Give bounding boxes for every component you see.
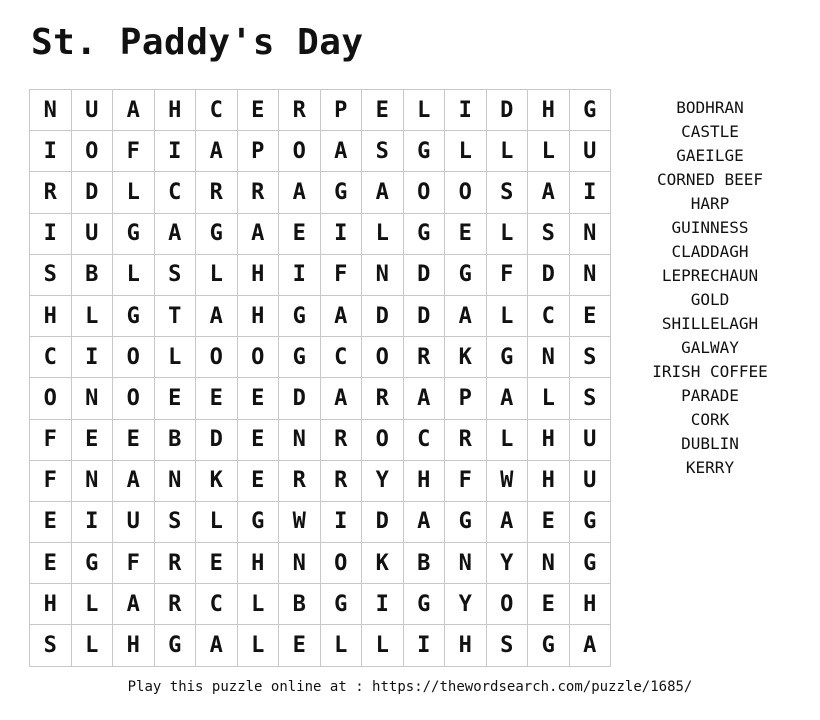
grid-cell[interactable]: E [362, 90, 404, 131]
grid-cell[interactable]: O [72, 131, 114, 172]
grid-cell[interactable]: D [279, 378, 321, 419]
grid-cell[interactable]: C [404, 420, 446, 461]
word-list-item: GUINNESS [671, 218, 749, 237]
grid-cell[interactable]: P [445, 378, 487, 419]
grid-cell[interactable]: H [528, 420, 570, 461]
grid-cell[interactable]: L [404, 90, 446, 131]
grid-cell[interactable]: A [404, 378, 446, 419]
grid-cell[interactable]: A [113, 584, 155, 625]
grid-cell[interactable]: S [528, 214, 570, 255]
grid-cell[interactable]: N [570, 255, 612, 296]
grid-cell[interactable]: S [155, 255, 197, 296]
grid-cell[interactable]: E [113, 420, 155, 461]
grid-cell[interactable]: R [321, 420, 363, 461]
grid-cell[interactable]: C [196, 90, 238, 131]
grid-cell[interactable]: D [196, 420, 238, 461]
grid-cell[interactable]: G [570, 543, 612, 584]
grid-cell[interactable]: H [445, 625, 487, 666]
grid-cell[interactable]: A [196, 296, 238, 337]
grid-cell[interactable]: F [113, 131, 155, 172]
grid-cell[interactable]: H [238, 296, 280, 337]
grid-cell[interactable]: H [30, 584, 72, 625]
grid-cell[interactable]: G [113, 214, 155, 255]
grid-cell[interactable]: B [404, 543, 446, 584]
grid-cell[interactable]: I [279, 255, 321, 296]
grid-cell[interactable]: L [362, 214, 404, 255]
grid-cell[interactable]: K [362, 543, 404, 584]
grid-cell[interactable]: R [445, 420, 487, 461]
grid-cell[interactable]: N [279, 543, 321, 584]
grid-cell[interactable]: P [238, 131, 280, 172]
grid-cell[interactable]: S [362, 131, 404, 172]
grid-cell[interactable]: B [155, 420, 197, 461]
grid-cell[interactable]: N [445, 543, 487, 584]
grid-cell[interactable]: E [238, 420, 280, 461]
grid-cell[interactable]: L [113, 255, 155, 296]
grid-cell[interactable]: N [155, 461, 197, 502]
grid-cell[interactable]: G [155, 625, 197, 666]
grid-cell[interactable]: A [113, 461, 155, 502]
grid-cell[interactable]: O [362, 337, 404, 378]
grid-cell[interactable]: E [528, 502, 570, 543]
grid-cell[interactable]: E [155, 378, 197, 419]
grid-cell[interactable]: I [445, 90, 487, 131]
grid-cell[interactable]: L [362, 625, 404, 666]
grid-cell[interactable]: G [487, 337, 529, 378]
grid-cell[interactable]: I [30, 131, 72, 172]
grid-cell[interactable]: O [238, 337, 280, 378]
grid-cell[interactable]: L [487, 214, 529, 255]
grid-cell[interactable]: B [279, 584, 321, 625]
word-list-item: LEPRECHAUN [661, 266, 759, 285]
grid-cell[interactable]: L [72, 296, 114, 337]
grid-cell[interactable]: O [404, 172, 446, 213]
grid-cell[interactable]: R [404, 337, 446, 378]
grid-cell[interactable]: H [113, 625, 155, 666]
grid-cell[interactable]: U [72, 90, 114, 131]
word-list-item: CORK [690, 410, 730, 429]
word-list-item: GOLD [690, 290, 730, 309]
grid-cell[interactable]: O [362, 420, 404, 461]
grid-cell[interactable]: A [404, 502, 446, 543]
grid-cell[interactable]: A [321, 378, 363, 419]
footer-link-text: Play this puzzle online at : https://thewordsearch.com/puzzle/1685/ [127, 679, 693, 695]
grid-cell[interactable]: F [30, 461, 72, 502]
grid-cell[interactable]: I [321, 214, 363, 255]
grid-cell[interactable]: L [445, 131, 487, 172]
grid-cell[interactable]: G [196, 214, 238, 255]
grid-cell[interactable]: E [279, 214, 321, 255]
grid-cell[interactable]: E [528, 584, 570, 625]
grid-cell[interactable]: W [487, 461, 529, 502]
grid-cell[interactable]: L [238, 584, 280, 625]
grid-cell[interactable]: F [113, 543, 155, 584]
grid-cell[interactable]: O [113, 337, 155, 378]
grid-cell[interactable]: L [72, 625, 114, 666]
grid-cell[interactable]: A [445, 296, 487, 337]
grid-cell[interactable]: G [445, 255, 487, 296]
grid-cell[interactable]: N [30, 90, 72, 131]
word-list-item: GAEILGE [676, 146, 744, 165]
grid-cell[interactable]: G [570, 90, 612, 131]
grid-cell[interactable]: G [528, 625, 570, 666]
grid-cell[interactable]: I [362, 584, 404, 625]
grid-cell[interactable]: R [279, 461, 321, 502]
grid-cell[interactable]: R [196, 172, 238, 213]
grid-cell[interactable]: C [196, 584, 238, 625]
grid-cell[interactable]: G [72, 543, 114, 584]
grid-cell[interactable]: D [362, 502, 404, 543]
grid-cell[interactable]: H [570, 584, 612, 625]
grid-cell[interactable]: E [30, 502, 72, 543]
grid-cell[interactable]: N [279, 420, 321, 461]
grid-cell[interactable]: C [155, 172, 197, 213]
grid-cell[interactable]: H [155, 90, 197, 131]
grid-cell[interactable]: S [487, 625, 529, 666]
grid-cell[interactable]: U [570, 131, 612, 172]
grid-cell[interactable]: N [528, 337, 570, 378]
grid-cell[interactable]: R [238, 172, 280, 213]
word-list-item: CORNED BEEF [657, 170, 763, 189]
grid-cell[interactable]: E [196, 378, 238, 419]
grid-cell[interactable]: G [404, 131, 446, 172]
grid-cell[interactable]: F [487, 255, 529, 296]
grid-cell[interactable]: O [321, 543, 363, 584]
word-list-item: PARADE [681, 386, 739, 405]
grid-cell[interactable]: D [362, 296, 404, 337]
grid-cell[interactable]: Y [487, 543, 529, 584]
grid-cell[interactable]: A [570, 625, 612, 666]
grid-cell[interactable]: C [30, 337, 72, 378]
grid-cell[interactable]: G [279, 296, 321, 337]
grid-cell[interactable]: L [196, 255, 238, 296]
grid-cell[interactable]: E [72, 420, 114, 461]
grid-cell[interactable]: U [72, 214, 114, 255]
word-list-item: CLADDAGH [671, 242, 749, 261]
grid-cell[interactable]: A [196, 625, 238, 666]
grid-cell[interactable]: G [321, 172, 363, 213]
grid-cell[interactable]: A [279, 172, 321, 213]
grid-cell[interactable]: D [72, 172, 114, 213]
grid-cell[interactable]: N [72, 378, 114, 419]
grid-cell[interactable]: I [72, 337, 114, 378]
grid-cell[interactable]: N [570, 214, 612, 255]
grid-cell[interactable]: R [321, 461, 363, 502]
grid-cell[interactable]: I [321, 502, 363, 543]
grid-cell[interactable]: H [528, 90, 570, 131]
grid-cell[interactable]: R [30, 172, 72, 213]
grid-cell[interactable]: I [30, 214, 72, 255]
word-list-item: DUBLIN [681, 434, 739, 453]
grid-cell[interactable]: U [113, 502, 155, 543]
grid-cell[interactable]: C [321, 337, 363, 378]
grid-cell[interactable]: L [528, 378, 570, 419]
grid-cell[interactable]: O [196, 337, 238, 378]
grid-cell[interactable]: G [404, 214, 446, 255]
grid-cell[interactable]: G [113, 296, 155, 337]
grid-cell[interactable]: E [279, 625, 321, 666]
grid-cell[interactable]: F [445, 461, 487, 502]
grid-cell[interactable]: E [30, 543, 72, 584]
grid-cell[interactable]: H [238, 543, 280, 584]
grid-cell[interactable]: E [196, 543, 238, 584]
grid-cell[interactable]: A [321, 131, 363, 172]
grid-cell[interactable]: S [30, 255, 72, 296]
grid-cell[interactable]: F [321, 255, 363, 296]
grid-cell[interactable]: I [155, 131, 197, 172]
grid-cell[interactable]: S [570, 337, 612, 378]
grid-cell[interactable]: A [238, 214, 280, 255]
grid-cell[interactable]: B [72, 255, 114, 296]
grid-cell[interactable]: U [570, 461, 612, 502]
grid-cell[interactable]: Y [445, 584, 487, 625]
grid-cell[interactable]: L [528, 131, 570, 172]
word-list-item: SHILLELAGH [661, 314, 759, 333]
grid-cell[interactable]: G [238, 502, 280, 543]
grid-cell[interactable]: A [362, 172, 404, 213]
grid-cell[interactable]: R [155, 584, 197, 625]
grid-cell[interactable]: L [72, 584, 114, 625]
grid-cell[interactable]: T [155, 296, 197, 337]
grid-cell[interactable]: E [238, 90, 280, 131]
grid-cell[interactable]: L [155, 337, 197, 378]
grid-cell[interactable]: O [279, 131, 321, 172]
puzzle-title: St. Paddy's Day [31, 22, 364, 63]
word-list-item: GALWAY [681, 338, 739, 357]
grid-cell[interactable]: O [113, 378, 155, 419]
grid-cell[interactable]: R [155, 543, 197, 584]
grid-cell[interactable]: G [404, 584, 446, 625]
grid-cell[interactable]: R [279, 90, 321, 131]
grid-cell[interactable]: F [30, 420, 72, 461]
grid-cell[interactable]: D [528, 255, 570, 296]
grid-cell[interactable]: L [487, 131, 529, 172]
grid-cell[interactable]: L [321, 625, 363, 666]
grid-cell[interactable]: N [528, 543, 570, 584]
grid-cell[interactable]: L [487, 420, 529, 461]
grid-cell[interactable]: W [279, 502, 321, 543]
word-list-item: KERRY [685, 458, 735, 477]
grid-cell[interactable]: P [321, 90, 363, 131]
grid-cell[interactable]: L [238, 625, 280, 666]
grid-cell[interactable]: I [570, 172, 612, 213]
letter-grid [29, 89, 611, 667]
grid-cell[interactable]: N [362, 255, 404, 296]
grid-cell[interactable]: D [487, 90, 529, 131]
grid-cell[interactable]: A [321, 296, 363, 337]
grid-cell[interactable]: R [362, 378, 404, 419]
grid-cell[interactable]: A [487, 502, 529, 543]
grid-cell[interactable]: I [404, 625, 446, 666]
word-list-item: CASTLE [681, 122, 739, 141]
grid-cell[interactable]: G [321, 584, 363, 625]
grid-cell[interactable]: S [487, 172, 529, 213]
grid-cell[interactable]: A [113, 90, 155, 131]
grid-cell[interactable]: G [445, 502, 487, 543]
grid-cell[interactable]: E [238, 378, 280, 419]
grid-cell[interactable]: H [30, 296, 72, 337]
grid-cell[interactable]: H [238, 255, 280, 296]
grid-cell[interactable]: D [404, 296, 446, 337]
grid-cell[interactable]: O [445, 172, 487, 213]
word-list [640, 96, 780, 480]
grid-cell[interactable]: O [487, 584, 529, 625]
grid-cell[interactable]: I [72, 502, 114, 543]
grid-cell[interactable]: H [404, 461, 446, 502]
grid-cell[interactable]: A [196, 131, 238, 172]
grid-cell[interactable]: L [487, 296, 529, 337]
grid-cell[interactable]: H [528, 461, 570, 502]
grid-cell[interactable]: S [30, 625, 72, 666]
grid-cell[interactable]: L [113, 172, 155, 213]
grid-cell[interactable]: E [238, 461, 280, 502]
grid-cell[interactable]: S [570, 378, 612, 419]
grid-cell[interactable]: Y [362, 461, 404, 502]
grid-cell[interactable]: G [570, 502, 612, 543]
grid-cell[interactable]: E [570, 296, 612, 337]
grid-cell[interactable]: A [487, 378, 529, 419]
grid-cell[interactable]: S [155, 502, 197, 543]
grid-cell[interactable]: K [445, 337, 487, 378]
grid-cell[interactable]: D [404, 255, 446, 296]
grid-cell[interactable]: N [72, 461, 114, 502]
word-list-item: IRISH COFFEE [652, 362, 768, 381]
word-list-item: BODHRAN [676, 98, 744, 117]
grid-cell[interactable]: O [30, 378, 72, 419]
word-list-item: HARP [690, 194, 730, 213]
grid-cell[interactable]: E [445, 214, 487, 255]
grid-cell[interactable]: A [528, 172, 570, 213]
grid-cell[interactable]: C [528, 296, 570, 337]
grid-cell[interactable]: A [155, 214, 197, 255]
grid-cell[interactable]: L [196, 502, 238, 543]
grid-cell[interactable]: U [570, 420, 612, 461]
grid-cell[interactable]: G [279, 337, 321, 378]
grid-cell[interactable]: K [196, 461, 238, 502]
